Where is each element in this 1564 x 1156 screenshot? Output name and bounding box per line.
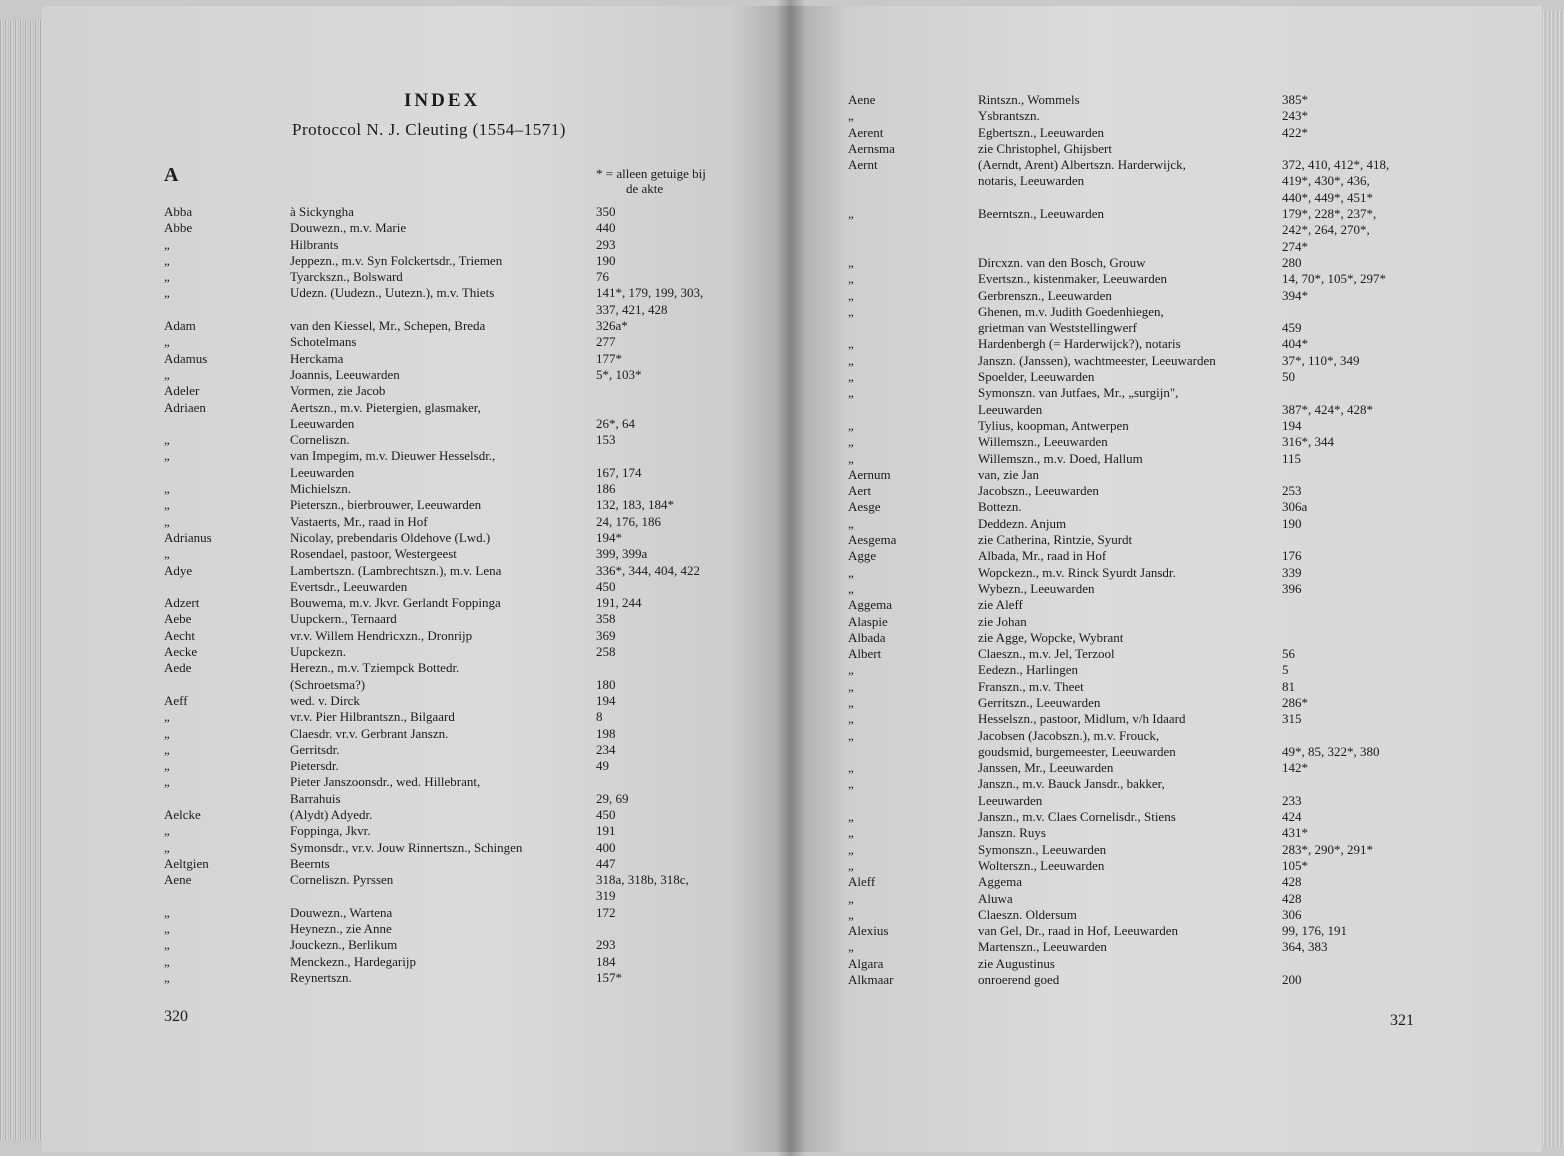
entry-references: 180: [596, 676, 616, 692]
entry-description: Herckama: [290, 350, 344, 366]
entry-references: 396: [1282, 580, 1302, 596]
entry-description: Tylius, koopman, Antwerpen: [978, 417, 1129, 433]
section-letter: A: [164, 164, 179, 186]
entry-references: 194: [596, 692, 616, 708]
entry-name: Aelcke: [164, 806, 201, 822]
entry-description: Symonszn., Leeuwarden: [978, 841, 1107, 857]
entry-description: Pietersdr.: [290, 758, 339, 774]
entry-description: Bottezn.: [978, 499, 1022, 515]
entry-description: Leeuwarden: [290, 415, 355, 431]
left-page-number: 320: [164, 1008, 188, 1025]
entry-name: Aene: [164, 872, 192, 888]
entry-name: Albert: [848, 646, 882, 662]
entry-name: „: [848, 108, 854, 124]
entry-description: Schotelmans: [290, 334, 357, 350]
entry-name: Abba: [164, 204, 193, 219]
entry-name: Aernt: [848, 157, 878, 173]
entry-name: „: [164, 709, 170, 725]
entry-description: notaris, Leeuwarden: [978, 173, 1085, 189]
entry-references: 339: [1282, 564, 1302, 580]
entry-description: Willemszn., Leeuwarden: [978, 434, 1108, 450]
entry-name: Aene: [848, 92, 876, 107]
entry-references: 14, 70*, 105*, 297*: [1282, 271, 1386, 287]
entry-references: 50: [1282, 369, 1295, 385]
entry-name: „: [848, 515, 854, 531]
entry-description: Wopckezn., m.v. Rinck Syurdt Jansdr.: [978, 564, 1176, 580]
entry-description: Wybezn., Leeuwarden: [978, 580, 1095, 596]
entry-description: Deddezn. Anjum: [978, 515, 1067, 531]
entry-name: „: [164, 481, 170, 497]
entry-references: 37*, 110*, 349: [1282, 352, 1360, 368]
entry-description: Leeuwarden: [290, 464, 355, 480]
entry-description: Nicolay, prebendaris Oldehove (Lwd.): [290, 529, 491, 545]
entry-references: 399, 399a: [596, 546, 648, 562]
entry-name: „: [848, 890, 854, 906]
entry-name: Aggema: [848, 597, 893, 613]
entry-description: Pieter Janszoonsdr., wed. Hillebrant,: [290, 774, 481, 790]
entry-name: „: [164, 285, 170, 301]
entry-references: 200: [1282, 972, 1302, 988]
entry-name: „: [848, 760, 854, 776]
entry-name: „: [164, 953, 170, 969]
entry-description: Uupckern., Ternaard: [290, 611, 397, 627]
entry-references: 404*: [1282, 336, 1308, 352]
entry-name: „: [164, 725, 170, 741]
entry-references: 336*, 344, 404, 422: [596, 562, 700, 578]
entry-name: Aeltgien: [164, 855, 209, 871]
entry-description: zie Catherina, Rintzie, Syurdt: [978, 532, 1133, 548]
entry-references: 316*, 344: [1282, 434, 1334, 450]
entry-name: „: [164, 432, 170, 448]
entry-references: 428: [1282, 890, 1302, 906]
entry-description: Heynezn., zie Anne: [290, 921, 392, 937]
entry-description: Jeppezn., m.v. Syn Folckertsdr., Triemen: [290, 252, 503, 268]
entry-name: Aesge: [848, 499, 881, 515]
entry-description: Jacobszn., Leeuwarden: [978, 483, 1099, 499]
entry-references: 419*, 430*, 436,: [1282, 173, 1370, 189]
entry-description: Janszn., m.v. Bauck Jansdr., bakker,: [978, 776, 1165, 792]
entry-name: „: [164, 774, 170, 790]
entry-name: Alaspie: [848, 613, 888, 629]
entry-name: „: [848, 711, 854, 727]
entry-description: (Aerndt, Arent) Albertszn. Harderwijck,: [978, 157, 1186, 173]
entry-name: Aebe: [164, 611, 192, 627]
entry-name: „: [164, 904, 170, 920]
entry-description: Gerritszn., Leeuwarden: [978, 694, 1101, 710]
entry-description: Rintszn., Wommels: [978, 92, 1080, 107]
entry-name: „: [164, 969, 170, 985]
entry-description: (Alydt) Adyedr.: [290, 806, 373, 822]
entry-references: 194: [1282, 417, 1302, 433]
entry-references: 277: [596, 334, 616, 350]
entry-name: Alkmaar: [848, 972, 894, 988]
entry-name: „: [848, 564, 854, 580]
entry-description: (Schroetsma?): [290, 676, 366, 692]
entry-references: 450: [596, 578, 616, 594]
entry-description: Franszn., m.v. Theet: [978, 678, 1084, 694]
entry-description: Uupckezn.: [290, 644, 346, 660]
entry-description: Gerritsdr.: [290, 741, 340, 757]
entry-references: 167, 174: [596, 464, 642, 480]
entry-name: „: [848, 417, 854, 433]
entry-description: Ghenen, m.v. Judith Goedenhiegen,: [978, 303, 1164, 319]
entry-description: wed. v. Dirck: [290, 692, 360, 708]
index-subtitle: Protoccol N. J. Cleuting (1554–1571): [292, 120, 566, 139]
entry-references: 49: [596, 758, 609, 774]
entry-name: „: [848, 580, 854, 596]
entry-description: Jacobsen (Jacobszn.), m.v. Frouck,: [978, 727, 1160, 743]
entry-name: Aecht: [164, 627, 196, 643]
entry-name: „: [848, 303, 854, 319]
entry-description: Leeuwarden: [978, 401, 1043, 417]
entry-references: 115: [1282, 450, 1302, 466]
entry-description: Udezn. (Uudezn., Uutezn.), m.v. Thiets: [290, 285, 495, 301]
entry-name: „: [164, 236, 170, 252]
entry-description: Lambertszn. (Lambrechtszn.), m.v. Lena: [290, 562, 502, 578]
entry-references: 24, 176, 186: [596, 513, 661, 529]
entry-name: „: [164, 269, 170, 285]
entry-references: 142*: [1282, 760, 1308, 776]
entry-references: 184: [596, 953, 616, 969]
entry-references: 233: [1282, 792, 1302, 808]
entry-name: Adriaen: [164, 399, 206, 415]
entry-references: 190: [596, 252, 616, 268]
entry-description: Symonsdr., vr.v. Jouw Rinnertszn., Schingen: [290, 839, 523, 855]
entry-description: onroerend goed: [978, 972, 1060, 988]
entry-name: Aleff: [848, 874, 876, 890]
entry-references: 364, 383: [1282, 939, 1328, 955]
entry-description: Tyarckszn., Bolsward: [290, 269, 403, 285]
entry-references: 243*: [1282, 108, 1308, 124]
entry-references: 431*: [1282, 825, 1308, 841]
legend-line-2: de akte: [626, 181, 664, 196]
entry-references: 198: [596, 725, 616, 741]
entry-references: 447: [596, 855, 616, 871]
entry-name: „: [848, 254, 854, 270]
entry-references: 191, 244: [596, 595, 642, 611]
entry-description: Barrahuis: [290, 790, 341, 806]
entry-references: 56: [1282, 646, 1295, 662]
entry-name: „: [164, 937, 170, 953]
entry-references: 8: [596, 709, 603, 725]
entry-name: „: [164, 823, 170, 839]
entry-references: 424: [1282, 809, 1302, 825]
entry-references: 49*, 85, 322*, 380: [1282, 743, 1380, 759]
entry-name: „: [164, 448, 170, 464]
entry-name: „: [848, 271, 854, 287]
entry-references: 394*: [1282, 287, 1308, 303]
entry-description: Beernts: [290, 855, 330, 871]
entry-name: Alexius: [848, 923, 889, 939]
entry-name: „: [164, 546, 170, 562]
entry-description: Martenszn., Leeuwarden: [978, 939, 1107, 955]
entry-references: 132, 183, 184*: [596, 497, 674, 513]
entry-name: „: [164, 252, 170, 268]
entry-description: van Impegim, m.v. Dieuwer Hesselsdr.,: [290, 448, 496, 464]
entry-references: 76: [596, 269, 609, 285]
entry-name: „: [164, 513, 170, 529]
entry-references: 372, 410, 412*, 418,: [1282, 157, 1390, 173]
entry-description: Willemszn., m.v. Doed, Hallum: [978, 450, 1143, 466]
entry-description: Spoelder, Leeuwarden: [978, 369, 1095, 385]
entry-references: 337, 421, 428: [596, 301, 668, 317]
entry-name: Adeler: [164, 383, 200, 399]
entry-description: Bouwema, m.v. Jkvr. Gerlandt Foppinga: [290, 595, 501, 611]
entry-name: „: [164, 839, 170, 855]
entry-description: Aggema: [978, 874, 1023, 890]
entry-references: 293: [596, 236, 616, 252]
entry-description: Eedezn., Harlingen: [978, 662, 1078, 678]
entry-name: „: [848, 369, 854, 385]
entry-name: „: [164, 921, 170, 937]
entry-description: Ysbrantszn.: [978, 108, 1040, 124]
entry-description: zie Christophel, Ghijsbert: [978, 140, 1112, 156]
entry-references: 191: [596, 823, 616, 839]
entry-references: 459: [1282, 320, 1302, 336]
entry-description: Vormen, zie Jacob: [290, 383, 386, 399]
asterisk-legend: [596, 166, 766, 196]
entry-description: goudsmid, burgemeester, Leeuwarden: [978, 743, 1176, 759]
entry-description: Menckezn., Hardegarijp: [290, 953, 416, 969]
entry-references: 5: [1282, 662, 1289, 678]
entry-name: „: [848, 857, 854, 873]
entry-description: Egbertszn., Leeuwarden: [978, 124, 1104, 140]
entry-name: „: [164, 758, 170, 774]
entry-description: vr.v. Pier Hilbrantszn., Bilgaard: [290, 709, 455, 725]
entry-name: „: [848, 450, 854, 466]
entry-description: Claeszn., m.v. Jel, Terzool: [978, 646, 1115, 662]
entry-name: Aecke: [164, 644, 198, 660]
entry-name: „: [848, 287, 854, 303]
entry-references: 306a: [1282, 499, 1308, 515]
entry-description: Evertsdr., Leeuwarden: [290, 578, 408, 594]
entry-references: 179*, 228*, 237*,: [1282, 206, 1377, 222]
entry-references: 369: [596, 627, 616, 643]
entry-description: vr.v. Willem Hendricxzn., Dronrijp: [290, 627, 473, 643]
entry-references: 105*: [1282, 857, 1308, 873]
entry-name: „: [848, 662, 854, 678]
entry-name: Albada: [848, 629, 886, 645]
entry-description: Reynertszn.: [290, 969, 352, 985]
entry-name: „: [848, 336, 854, 352]
entry-description: Leeuwarden: [978, 792, 1043, 808]
legend-line-1: * = alleen getuige bij: [596, 166, 706, 181]
entry-description: Rosendael, pastoor, Westergeest: [290, 546, 457, 562]
entry-references: 319: [596, 888, 616, 904]
entry-references: 99, 176, 191: [1282, 923, 1347, 939]
entry-description: Gerbrenszn., Leeuwarden: [978, 287, 1112, 303]
entry-references: 306: [1282, 906, 1302, 922]
entry-references: 326a*: [596, 318, 628, 334]
entry-description: Claesdr. vr.v. Gerbrant Janszn.: [290, 725, 449, 741]
entry-references: 29, 69: [596, 790, 629, 806]
entry-description: van den Kiessel, Mr., Schepen, Breda: [290, 318, 486, 334]
entry-description: Pieterszn., bierbrouwer, Leeuwarden: [290, 497, 482, 513]
entry-description: zie Aleff: [978, 597, 1023, 613]
entry-name: „: [848, 939, 854, 955]
entry-description: Albada, Mr., raad in Hof: [978, 548, 1107, 564]
entry-name: Adzert: [164, 595, 200, 611]
entry-description: Hesselszn., pastoor, Midlum, v/h Idaard: [978, 711, 1186, 727]
index-title: INDEX: [404, 90, 481, 111]
entry-references: 293: [596, 937, 616, 953]
entry-name: „: [164, 334, 170, 350]
entry-name: Adamus: [164, 350, 208, 366]
entry-references: 157*: [596, 969, 622, 985]
entry-description: Janszn. (Janssen), wachtmeester, Leeuwarden: [978, 352, 1216, 368]
entry-name: „: [848, 352, 854, 368]
entry-description: Janszn. Ruys: [978, 825, 1046, 841]
entry-name: „: [848, 809, 854, 825]
entry-description: Symonszn. van Jutfaes, Mr., „surgijn",: [978, 385, 1179, 401]
entry-references: 242*, 264, 270*,: [1282, 222, 1370, 238]
entry-description: Claeszn. Oldersum: [978, 906, 1077, 922]
entry-name: „: [848, 694, 854, 710]
entry-references: 280: [1282, 254, 1302, 270]
entry-description: zie Augustinus: [978, 955, 1055, 971]
entry-description: Dircxzn. van den Bosch, Grouw: [978, 254, 1146, 270]
entry-name: Aede: [164, 660, 192, 676]
book-gutter: [776, 0, 806, 1156]
entry-references: 350: [596, 204, 616, 219]
entry-description: Joannis, Leeuwarden: [290, 366, 400, 382]
entry-references: 387*, 424*, 428*: [1282, 401, 1373, 417]
entry-references: 234: [596, 741, 616, 757]
entry-name: Aesgema: [848, 532, 897, 548]
entry-references: 153: [596, 432, 616, 448]
entry-name: Aeff: [164, 692, 188, 708]
entry-name: Adye: [164, 562, 193, 578]
entry-references: 186: [596, 481, 616, 497]
entry-description: Beerntszn., Leeuwarden: [978, 206, 1104, 222]
entry-description: Douwezn., Wartena: [290, 904, 393, 920]
entry-description: Evertszn., kistenmaker, Leeuwarden: [978, 271, 1167, 287]
entry-description: à Sickyngha: [290, 204, 354, 219]
entry-description: Janssen, Mr., Leeuwarden: [978, 760, 1114, 776]
entry-name: „: [848, 385, 854, 401]
entry-references: 26*, 64: [596, 415, 635, 431]
entry-description: Aertszn., m.v. Pietergien, glasmaker,: [290, 399, 481, 415]
entry-name: „: [848, 206, 854, 222]
right-page-number: 321: [1390, 1012, 1414, 1029]
entry-description: Aluwa: [978, 890, 1013, 906]
entry-name: „: [164, 497, 170, 513]
entry-references: 194*: [596, 529, 622, 545]
entry-description: Hardenbergh (= Harderwijck?), notaris: [978, 336, 1181, 352]
entry-description: Wolterszn., Leeuwarden: [978, 857, 1105, 873]
entry-name: Aernsma: [848, 140, 895, 156]
entry-description: Corneliszn.: [290, 432, 350, 448]
entry-references: 81: [1282, 678, 1295, 694]
entry-references: 422*: [1282, 124, 1308, 140]
entry-name: Adam: [164, 318, 196, 334]
entry-description: zie Agge, Wopcke, Wybrant: [978, 629, 1124, 645]
entry-references: 315: [1282, 711, 1302, 727]
entry-references: 190: [1282, 515, 1302, 531]
entry-references: 385*: [1282, 92, 1308, 107]
entry-name: Algara: [848, 955, 884, 971]
entry-name: Abbe: [164, 220, 193, 236]
entry-name: „: [848, 434, 854, 450]
entry-name: Aerent: [848, 124, 884, 140]
entry-references: 172: [596, 904, 616, 920]
entry-name: „: [848, 678, 854, 694]
entry-references: 286*: [1282, 694, 1308, 710]
entry-description: Vastaerts, Mr., raad in Hof: [290, 513, 428, 529]
left-page-edges: [0, 20, 42, 1140]
entry-description: Janszn., m.v. Claes Cornelisdr., Stiens: [978, 809, 1176, 825]
entry-references: 274*: [1282, 238, 1308, 254]
right-page-edges: [1542, 10, 1564, 1146]
entry-references: 283*, 290*, 291*: [1282, 841, 1373, 857]
entry-references: 440: [596, 220, 616, 236]
entry-references: 176: [1282, 548, 1302, 564]
entry-name: Adrianus: [164, 529, 212, 545]
entry-description: Douwezn., m.v. Marie: [290, 220, 407, 236]
entry-description: Foppinga, Jkvr.: [290, 823, 371, 839]
entry-description: Jouckezn., Berlikum: [290, 937, 398, 953]
entry-description: van Gel, Dr., raad in Hof, Leeuwarden: [978, 923, 1178, 939]
entry-description: zie Johan: [978, 613, 1027, 629]
entry-name: Aernum: [848, 466, 891, 482]
entry-description: Michielszn.: [290, 481, 352, 497]
entry-name: Agge: [848, 548, 877, 564]
entry-references: 141*, 179, 199, 303,: [596, 285, 704, 301]
entry-references: 318a, 318b, 318c,: [596, 872, 689, 888]
entry-description: grietman van Weststellingwerf: [978, 320, 1138, 336]
entry-description: Hilbrants: [290, 236, 339, 252]
entry-name: „: [848, 825, 854, 841]
entry-references: 258: [596, 644, 616, 660]
entry-name: „: [164, 366, 170, 382]
entry-references: 5*, 103*: [596, 366, 642, 382]
entry-references: 450: [596, 806, 616, 822]
entry-references: 440*, 449*, 451*: [1282, 189, 1373, 205]
entry-references: 400: [596, 839, 616, 855]
entry-references: 428: [1282, 874, 1302, 890]
entry-description: van, zie Jan: [978, 466, 1040, 482]
entry-name: „: [164, 741, 170, 757]
entry-references: 358: [596, 611, 616, 627]
entry-references: 177*: [596, 350, 622, 366]
entry-name: „: [848, 727, 854, 743]
entry-name: „: [848, 841, 854, 857]
entry-name: „: [848, 776, 854, 792]
entry-description: Herezn., m.v. Tziempck Bottedr.: [290, 660, 460, 676]
entry-references: 253: [1282, 483, 1302, 499]
entry-name: Aert: [848, 483, 872, 499]
entry-name: „: [848, 906, 854, 922]
entry-description: Corneliszn. Pyrssen: [290, 872, 394, 888]
